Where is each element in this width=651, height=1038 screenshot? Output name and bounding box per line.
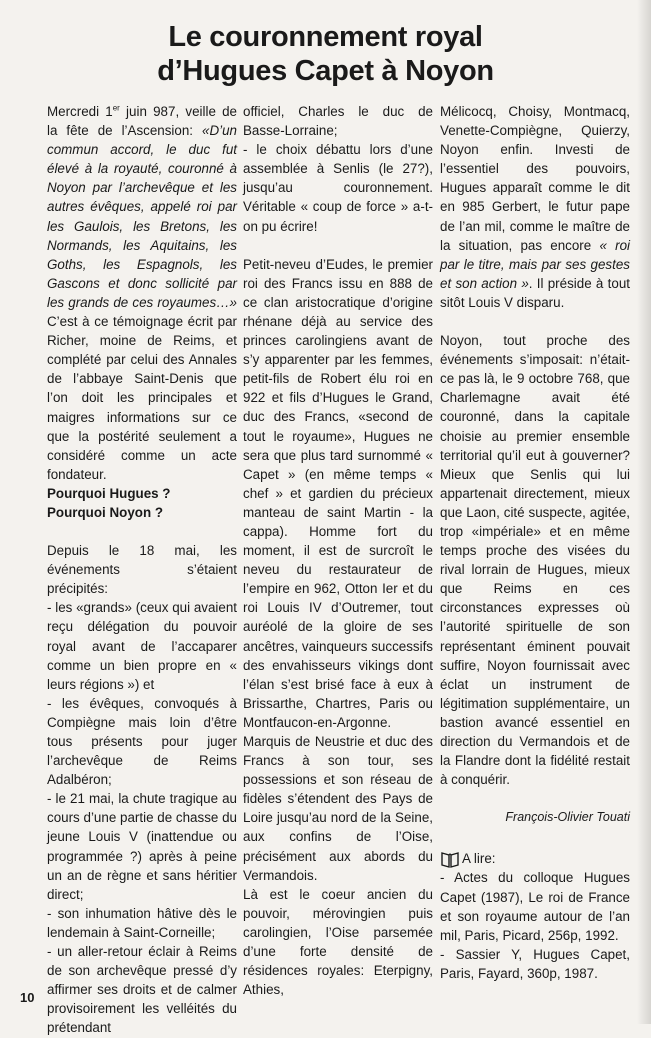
ordinal-superscript: er: [112, 103, 120, 113]
column-3: [440, 102, 630, 983]
gerbert-quote: « roi par le titre, mais par ses gestes et son action »: [440, 237, 630, 291]
residences-paragraph: [440, 102, 630, 312]
richer-quote: «D’un commun accord, le duc fut élevé à la royauté, couronné à Noyon par l’archevêque et les autres évêques, appelé roi par les Gaulois, les Bretons, les Normands, les Aquitains, les Goths, les Espagnols, les Gascons et donc sollicité par les grands de ces royaumes…»: [47, 123, 237, 310]
events-intro-paragraph: Depuis le 18 mai, les événements s’étaient précipités:: [47, 543, 237, 597]
intro-text-end: C’est à ce témoignage écrit par Richer, moine de Reims, et complété par celui des Annales de l’abbaye Saint-Denis que l’on doit les principales et maigres informations sur ce que la postérité seulement a considéré comme un acte fondateur.: [47, 314, 237, 482]
oise-paragraph: Là est le coeur ancien du pouvoir, mérovingien puis carolingien, l’Oise parsemée d’une forte densité de résidences royales: Eterpigny, Athies,: [243, 886, 433, 998]
column-1: [47, 102, 237, 1038]
residences-text: Mélicocq, Choisy, Montmacq, Venette-Compiègne, Quierzy, Noyon enfin. Investi de l’essentiel des pouvoirs, Hugues apparaît comme le dit en 985 Gerbert, le futur pape de l’an mil, comme le maître de la situation, pas encore: [440, 104, 630, 253]
article-title-line-2: d’Hugues Capet à Noyon: [157, 55, 494, 87]
residences-text-end: . Il préside à tout sitôt Louis V disparu.: [440, 275, 630, 310]
list-item-grands: - les «grands» (ceux qui avaient reçu délégation du pouvoir royal avant de l’accaparer comme un bien propre en « leurs régions ») et: [47, 600, 237, 692]
reference-1: - Actes du colloque Hugues Capet (1987), Le roi de France et son royaume autour de l’an mil, Paris, Picard, 256p, 1992.: [440, 870, 630, 943]
page-edge-shadow: [637, 0, 651, 1024]
author-signature: François-Olivier Touati: [505, 810, 630, 825]
column-2: [243, 102, 433, 999]
article-title: [0, 20, 651, 88]
reading-list-label: A lire:: [462, 851, 496, 867]
subheading-noyon: Pourquoi Noyon ?: [47, 504, 164, 520]
noyon-paragraph: Noyon, tout proche des événements s’imposait: n’était-ce pas là, le 9 octobre 768, que Charlemagne avait été couronné, dans la capitale choisie au premier ensemble territorial qu’il eut à gouverner? Mieux que Senlis qui lui appartenait directement, mieux que Laon, cité suspecte, agitée, trop «impériale» et en même temps proche des visées du rival lorrain de Hugues, mieux que Reims en ces circonstances expresses où l’autorité spirituelle de son représentant éminent pouvait suffire, Noyon fournissait avec éclat un instrument de légitimation supplémentaire, un bastion avancé essentiel en direction du Vermandois et de la Flandre dont la fidélité restait à conquérir.: [440, 333, 630, 788]
article-title-line-1: Le couronnement royal: [168, 21, 483, 53]
subheading-hugues: Pourquoi Hugues ?: [47, 485, 171, 501]
col2-continuation: officiel, Charles le duc de Basse-Lorraine;: [243, 104, 433, 139]
reference-2: - Sassier Y, Hugues Capet, Paris, Fayard, 360p, 1987.: [440, 946, 630, 981]
list-item-reims: - un aller-retour éclair à Reims de son archevêque pressé d’y affirmer ses droits et de calmer provisoirement les velléités du prétendant: [47, 944, 237, 1036]
intro-text-start: Mercredi 1: [47, 104, 113, 119]
list-item-eveques: - les évêques, convoqués à Compiègne mais loin d’être tous présents pour juger l’archevêque de Reims Adalbéron;: [47, 695, 237, 788]
list-item-senlis: - le choix débattu lors d’une assemblée à Senlis (le 27?), jusqu’au couronnement. Véritable « coup de force » a-t-on pu écrire!: [243, 142, 433, 234]
list-item-chute: - le 21 mai, la chute tragique au cours d’une partie de chasse du jeune Louis V (inattendue ou programmée ?) après à peine un an de règne et sans héritier direct;: [47, 791, 237, 902]
list-item-inhumation: - son inhumation hâtive dès le lendemain à Saint-Corneille;: [47, 905, 237, 940]
page-number: 10: [20, 990, 35, 1005]
intro-paragraph: [47, 102, 237, 484]
intro-text-date: juin 987, veille de la fête de l’Ascension:: [47, 104, 237, 139]
open-book-icon: [440, 850, 460, 868]
lineage-paragraph: Petit-neveu d’Eudes, le premier roi des Francs issu en 888 de ce clan aristocratique d’origine rhénane déjà au service des princes carolingiens avant de s’y apparenter par les femmes, petit-fils de Robert élu roi en 922 et fils d’Hugues le Grand, duc des Francs, «second de tout le royaume», Hugues ne sera que plus tard surnommé « Capet » (en même temps « chef » et gardien du précieux manteau de saint Martin - la cappa). Homme fort du moment, il est de surcroît le neveu du restaurateur de l’empire en 962, Otton Ier et du roi Louis IV d’Outremer, tout auréolé de la gloire de ses ancêtres, vainqueurs successifs des envahisseurs vikings dont l’élan s’est brisé face à eux à Brissarthe, Chartres, Paris ou Montfaucon-en-Argonne. Marquis de Neustrie et duc des Francs à son tour, ses possessions et son réseau de fidèles s’étendent des Pays de Loire jusqu’au nord de la Seine, aux confins de l’Oise, précisément aux abords du Vermandois.: [243, 256, 433, 883]
reading-list-heading: [440, 849, 630, 868]
